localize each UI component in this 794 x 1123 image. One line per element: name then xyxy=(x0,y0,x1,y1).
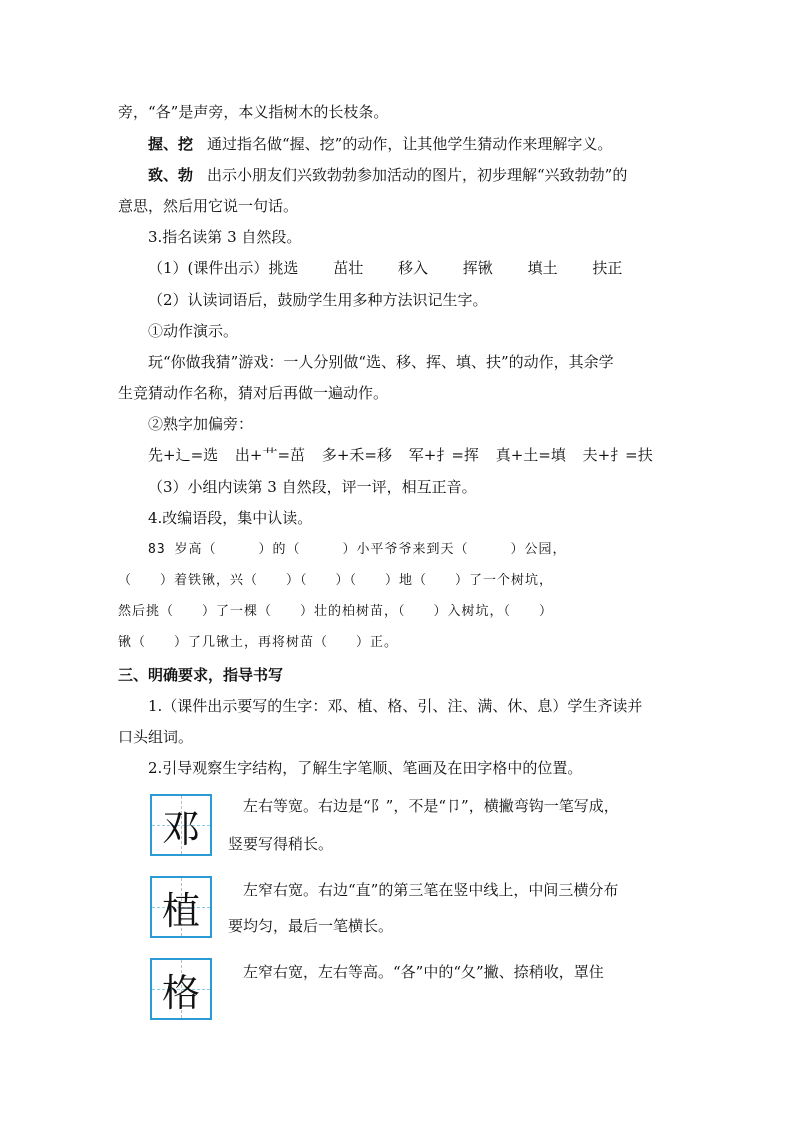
tian-grid-zhi xyxy=(150,876,212,938)
radical-equations xyxy=(148,445,708,465)
fill-blank-line: （ ）着铁锹，兴（ ）（ ）（ ）地（ ）了一个树坑， xyxy=(118,573,554,588)
game-line-2: 生竞猜动作名称，猜对后再做一遍动作。 xyxy=(118,384,389,402)
equation: 出+艹=茁 xyxy=(234,446,306,464)
term-text: 通过指名做“握、挖”的动作，让其他学生猜动作来理解字义。 xyxy=(207,135,613,153)
char-desc-line xyxy=(228,962,604,982)
radical-title: ②熟字加偏旁： xyxy=(148,415,254,433)
fill-blank-line: 锹（ ）了几锹土，再将树苗（ ）正。 xyxy=(118,635,399,650)
equation: 多+禾=移 xyxy=(321,446,392,464)
word-list xyxy=(148,258,708,278)
char-desc-text: 左窄右宽。右边“直”的第三笔在竖中线上，中间三横分布 xyxy=(243,881,619,899)
term-continuation: 意思，然后用它说一句话。 xyxy=(118,197,299,215)
term-label: 致、勃 xyxy=(148,166,194,184)
equation: 夫+扌=扶 xyxy=(582,446,653,464)
section-3-title: 三、明确要求，指导书写 xyxy=(118,666,284,684)
word-item: 填土 xyxy=(527,259,558,277)
equation: 真+土=填 xyxy=(495,446,566,464)
term-item-zhi xyxy=(148,165,708,185)
grid-character: 邓 xyxy=(161,806,200,851)
char-desc-text: 左右等宽。右边是“阝”，不是“卩”，横撇弯钩一笔写成， xyxy=(243,797,619,815)
grid-character: 植 xyxy=(161,888,200,933)
word-item: 扶正 xyxy=(592,259,623,277)
equation: 军+扌=挥 xyxy=(408,446,479,464)
writing-step-2: 2.引导观察生字结构，了解生字笔顺、笔画及在田字格中的位置。 xyxy=(148,759,583,777)
tian-grid-ge xyxy=(150,958,212,1020)
intro-line: 旁，“各”是声旁，本义指树木的长枝条。 xyxy=(118,103,389,121)
fill-blank-line: 83 岁高（ ）的（ ）小平爷爷来到天（ ）公园， xyxy=(148,542,567,557)
char-desc-line: 竖要写得稍长。 xyxy=(228,835,334,853)
char-desc-text: 左窄右宽，左右等高。“各”中的“夂”撇、捺稍收，罩住 xyxy=(243,963,604,981)
step-3-3: （3）小组内读第 3 自然段，评一评，相互正音。 xyxy=(148,478,477,496)
term-label: 握、挖 xyxy=(148,135,194,153)
writing-line-2: 口头组词。 xyxy=(118,728,194,746)
char-desc-line xyxy=(228,880,618,900)
term-item-grip xyxy=(148,134,708,154)
char-desc-line xyxy=(228,796,619,816)
tian-grid-deng xyxy=(150,794,212,856)
action-demo: ①动作演示。 xyxy=(148,322,239,340)
word-item: 挥锹 xyxy=(462,259,493,277)
step-3-heading: 3.指名读第 3 自然段。 xyxy=(148,228,302,246)
game-line-1: 玩“你做我猜”游戏：一人分别做“选、移、挥、填、扶”的动作，其余学 xyxy=(148,353,614,371)
step-3-2: （2）认读词语后，鼓励学生用多种方法识记生字。 xyxy=(148,291,488,309)
fill-blank-line: 然后挑（ ）了一棵（ ）壮的柏树苗，（ ）入树坑，（ ） xyxy=(118,604,554,619)
char-desc-line: 要均匀，最后一笔横长。 xyxy=(228,917,394,935)
writing-line-1: 1.（课件出示要写的生字：邓、植、格、引、注、满、休、息）学生齐读并 xyxy=(148,697,643,715)
word-list-label: （1）(课件出示）挑选 xyxy=(148,259,299,277)
step-4-heading: 4.改编语段，集中认读。 xyxy=(148,509,313,527)
equation: 先+辶=选 xyxy=(148,446,219,464)
word-item: 移入 xyxy=(397,259,428,277)
grid-character: 格 xyxy=(161,970,200,1015)
word-item: 茁壮 xyxy=(333,259,364,277)
term-text: 出示小朋友们兴致勃勃参加活动的图片，初步理解“兴致勃勃”的 xyxy=(207,166,628,184)
